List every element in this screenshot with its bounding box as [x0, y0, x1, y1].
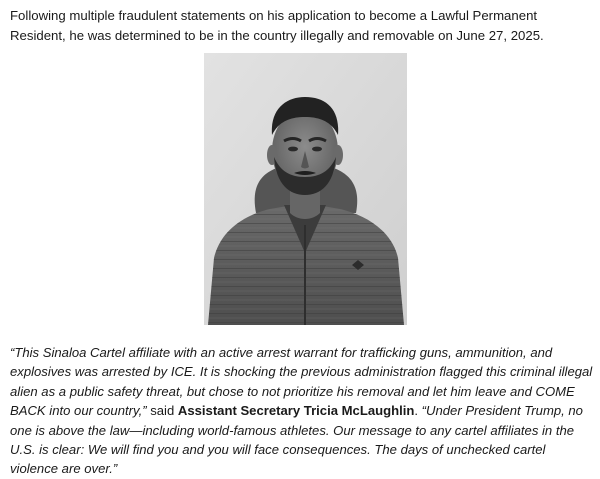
booking-photo [204, 53, 407, 325]
quote-opening: “This Sinaloa Cartel affiliate with an active arrest warrant for trafficking guns, ammunition, and explosives was arrested by ICE. It is shocking the previous administration flagged this criminal illegal alien as a public safety threat, but chose to not prioritize his removal and let him leave and COME BACK into our country,” [10, 345, 593, 419]
quote-speaker: Assistant Secretary Tricia McLaughlin [177, 403, 415, 419]
quote-said: said [146, 403, 178, 419]
quote-paragraph [10, 343, 596, 479]
lead-paragraph: Following multiple fraudulent statements on his application to become a Lawful Permanent Resident, he was determined to be in the country illegally and removable on June 27, 2025. [10, 8, 544, 43]
quote-closing: “Under President Trump, no one is above the law—including world-famous athletes. Our message to any cartel affiliates in the U.S. is clear: We will find you and you will face consequences. The days of unchecked cartel violence are over.” [10, 403, 583, 477]
quote-period: . [414, 403, 422, 419]
